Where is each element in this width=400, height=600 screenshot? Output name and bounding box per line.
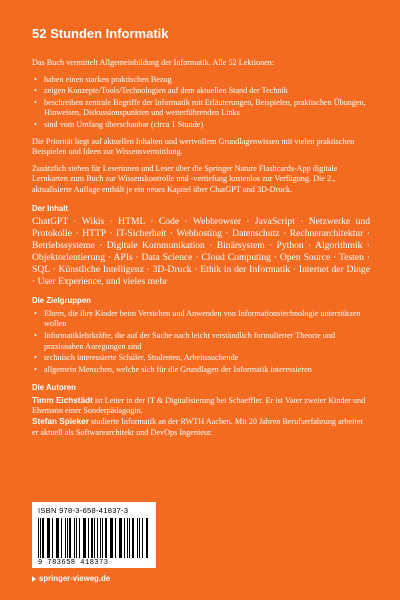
barcode-stripe	[38, 518, 39, 558]
barcode-stripe	[110, 518, 111, 558]
zielgruppen-bullet: • Eltern, die ihre Kinder beim Verstehen und Anwenden von Informationstechnologie unterstützen wollen	[32, 309, 370, 330]
author2-bio	[32, 417, 370, 438]
barcode-stripe	[97, 518, 98, 558]
intro-bullet: • haben einen starken praktischen Bezug	[32, 75, 370, 86]
author2-name: Stefan Spieker	[32, 417, 89, 427]
barcode-stripe	[76, 518, 77, 558]
barcode-stripe	[91, 518, 93, 558]
barcode-stripe	[137, 518, 138, 558]
barcode-stripe	[120, 518, 121, 558]
barcode-stripe	[40, 518, 41, 558]
inhalt-heading: Der Inhalt	[32, 203, 68, 213]
barcode-stripe	[111, 518, 113, 558]
author2-text: studierte Informatik an der RWTH Aachen. Mit 20 Jahren Berufserfahrung arbeitet er aktuell als Softwarearchitekt und DevOps Ingenieur.	[32, 417, 363, 437]
barcode-stripe	[142, 518, 143, 558]
zielgruppen-heading: Die Zielgruppen	[32, 296, 91, 306]
barcode-number: 9 783658 418373	[38, 559, 109, 567]
barcode-stripe	[115, 518, 116, 558]
zielgruppen-bullet: • Informatiklehrkräfte, die auf der Suche nach leicht verständlich formulierter Theorie und praxisnahen Anregungen sind	[32, 331, 370, 352]
author1-name: Timm Eichstädt	[32, 395, 93, 405]
barcode-stripe	[124, 518, 125, 558]
publisher-url-text: springer-vieweg.de	[39, 574, 111, 583]
isbn-text: ISBN 978-3-658-41837-3	[38, 506, 129, 515]
barcode-stripe	[84, 518, 85, 558]
barcode-stripe	[69, 518, 71, 558]
barcode-stripe	[57, 518, 58, 558]
barcode-stripe	[129, 518, 130, 558]
inhalt-topic-list: ChatGPT · Wikis · HTML · Code · Webbrowser · JavaScript · Netzwerke und Protokolle · HTTP · IT-Sicherheit · Webhosting · Datenschutz · Rechnerarchitektur · Betriebssysteme · Digitale Kommunikation · Binärsystem · Python · Algorithmik · Objektorientierung · APIs · Data Science · Cloud Computing · Open Source · Testen · SQL · Künstliche Intelligenz · 3D-Druck · Ethik in der Informatik · Internet der Dinge · User Experience, und vieles mehr	[32, 216, 370, 288]
publisher-url[interactable]	[32, 574, 110, 583]
barcode-bars	[38, 518, 150, 558]
author1-bio	[32, 396, 370, 417]
barcode-stripe	[67, 518, 68, 558]
barcode-stripe	[42, 518, 43, 558]
intro-bullet: • beschreiben zentrale Begriffe der Informatik mit Erläuterungen, Beispielen, praktischen Übungen, Hinweisen, Diskussionspunkten und weiterführenden Links	[32, 98, 370, 119]
intro-bullet: • zeigen Konzepte/Tools/Technologien auf dem aktuellen Stand der Technik	[32, 86, 370, 97]
zielgruppen-bullet: • allgemein Menschen, welche sich für die Grundlagen der Informatik interessieren	[32, 365, 370, 376]
barcode-stripe	[94, 518, 95, 558]
barcode-stripe	[127, 518, 128, 558]
barcode-stripe	[102, 518, 103, 558]
zielgruppen-bullet: • technisch interessierte Schüler, Studenten, Arbeitssuchende	[32, 353, 370, 364]
barcode-stripe	[139, 518, 140, 558]
barcode-stripe	[146, 518, 147, 558]
barcode-stripe	[61, 518, 62, 558]
barcode-stripe	[83, 518, 84, 558]
priority-paragraph: Die Priorität liegt auf aktuellen Inhalten und wertvollem Grundlagenwissen mit vielen praktischen Beispielen und Ideen zur Wissensvermittlung.	[32, 136, 355, 157]
barcode-stripe	[74, 518, 75, 558]
extra-paragraph: Zusätzlich stehen für Leserinnen und Leser über die Springer Nature Flashcards-App digitale Lernkarten zum Buch zur Wissenskontrolle und -vertiefung kostenlos zur Verfügung. Die 2., aktualisierte Auflage enthält je ein neues Kapitel über ChatGPT und 3D-Druck.	[32, 163, 338, 194]
barcode-stripe	[105, 518, 106, 558]
barcode-stripe	[119, 518, 120, 558]
barcode-stripe	[147, 518, 148, 558]
barcode-stripe	[79, 518, 80, 558]
zielgruppen-bullet-list	[32, 309, 370, 376]
barcode-stripe	[52, 518, 53, 558]
arrow-right-icon	[32, 576, 36, 582]
barcode-stripe	[48, 518, 50, 558]
barcode-stripe	[88, 518, 89, 558]
barcode-stripe	[56, 518, 57, 558]
intro-paragraph: Das Buch vermittelt Allgemeinbildung der Informatik. Alle 52 Lektionen:	[32, 58, 275, 67]
back-cover-text	[32, 58, 370, 444]
barcode-stripe	[100, 518, 101, 558]
author1-text: ist Leiter in der IT & Digitalisierung bei Schaeffler. Er ist Vater zweier Kinder und Ehemann einer Sonderpädagogin.	[32, 395, 366, 416]
intro-bullet-list	[32, 75, 370, 131]
autoren-heading: Die Autoren	[32, 383, 76, 393]
barcode-stripe	[132, 518, 134, 558]
barcode-stripe	[65, 518, 66, 558]
intro-bullet: • sind vom Umfang überschaubar (circa 1 Stunde)	[32, 120, 370, 131]
book-title: 52 Stunden Informatik	[32, 26, 169, 41]
isbn-barcode	[32, 502, 156, 568]
barcode-stripe	[47, 518, 48, 558]
